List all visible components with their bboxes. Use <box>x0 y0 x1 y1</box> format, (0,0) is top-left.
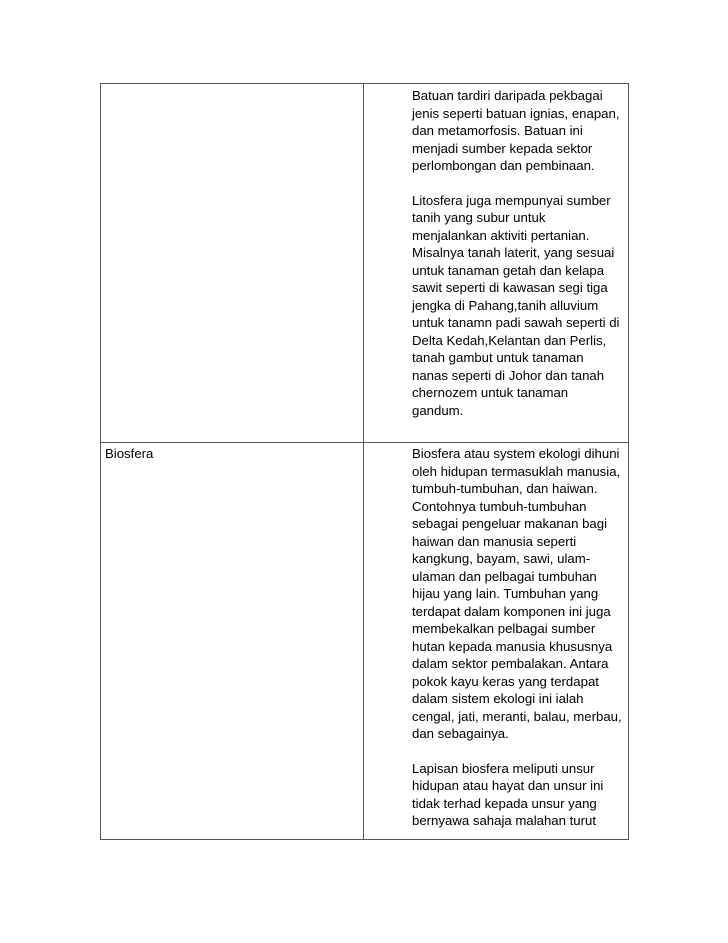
description-cell <box>364 443 629 840</box>
description-paragraph: Litosfera juga mempunyai sumber tanih yang subur untuk menjalankan aktiviti pertanian. Misalnya tanah laterit, yang sesuai untuk tanaman getah dan kelapa sawit seperti di kawasan segi tiga jengka di Pahang,tanih alluvium untuk tanamn padi sawah seperti di Delta Kedah,Kelantan dan Perlis, tanah gambut untuk tanaman nanas seperti di Johor dan tanah chernozem untuk tanaman gandum. <box>412 192 620 418</box>
table-row <box>101 84 629 443</box>
table-row <box>101 443 629 840</box>
content-table <box>100 83 629 840</box>
term-cell <box>101 443 364 840</box>
description-paragraph: Batuan tardiri daripada pekbagai jenis seperti batuan ignias, enapan, dan metamorfosis. Batuan ini menjadi sumber kepada sektor perlombongan dan pembinaan. <box>412 88 620 173</box>
description-cell <box>364 84 629 443</box>
term-label: Biosfera <box>105 446 154 461</box>
term-cell <box>101 84 364 443</box>
description-paragraph: Lapisan biosfera meliputi unsur hidupan atau hayat dan unsur ini tidak terhad kepada unsur yang bernyawa sahaja malahan turut <box>412 760 604 828</box>
description-paragraph: Biosfera atau system ekologi dihuni oleh hidupan termasuklah manusia, tumbuh-tumbuhan, dan haiwan. Contohnya tumbuh-tumbuhan sebagai pengeluar makanan bagi haiwan dan manusia seperti kangkung, bayam, sawi, ulam-ulaman dan pelbagai tumbuhan hijau yang lain. Tumbuhan yang terdapat dalam komponen ini juga membekalkan pelbagai sumber hutan kepada manusia khususnya dalam sektor pembalakan. Antara pokok kayu keras yang terdapat dalam sistem ekologi ini ialah cengal, jati, meranti, balau, merbau, dan sebagainya. <box>412 446 622 741</box>
